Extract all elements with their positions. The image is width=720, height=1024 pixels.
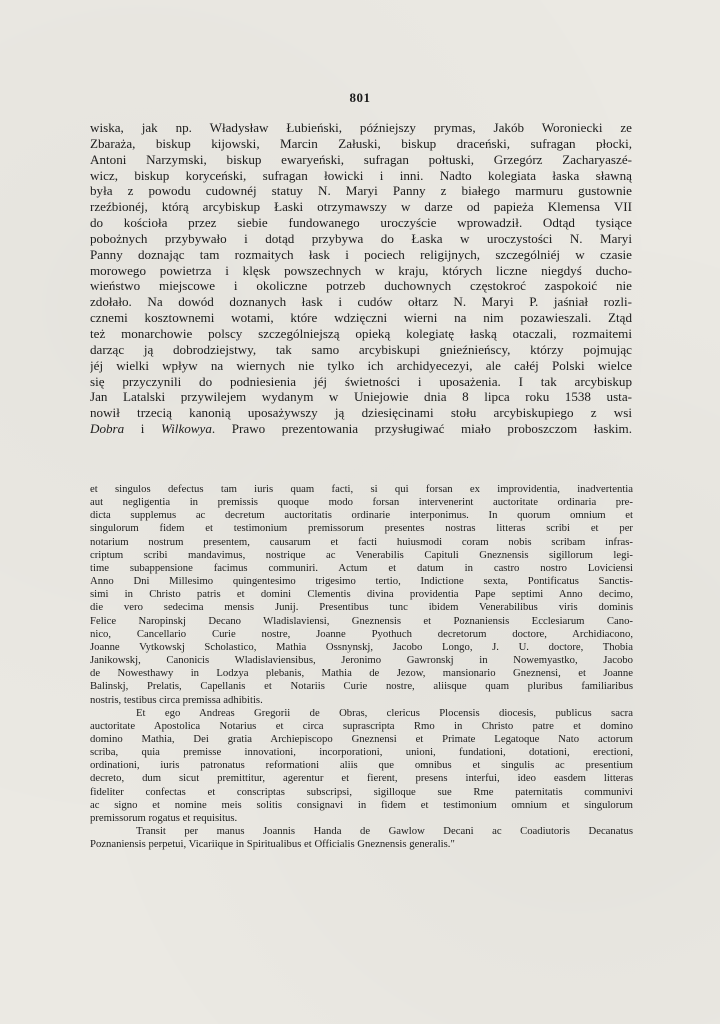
text-line: zdołało. Na dowód doznanych łask i cudów ołtarz N. Maryi P. jaśniał rozli-	[90, 294, 632, 310]
main-polish-text	[90, 120, 632, 437]
latin-line: scriba, quia premisse innovationi, incorporationi, unioni, fundationi, dotationi, erectioni,	[90, 746, 633, 759]
place-name-wilkowya: Wilkowya	[160, 421, 212, 437]
latin-line: die vero sedecima mensis Junij. Presentibus tunc ibidem Venerabilibus viris dominis	[90, 601, 633, 614]
latin-line: dicta supplemus ac decretum auctoritatis ordinarie interponimus. In quorum omnium et	[90, 509, 633, 522]
text-line: też monarchowie polscy szczególniejszą opieką kolegiatę łaską otaczali, rozmaitemi	[90, 325, 632, 341]
latin-line: domino Mathia, Dei gratia Archiepiscopo Gneznensi et Primate Legatoque Nato actorum	[90, 732, 633, 745]
text-line: wiska, jak np. Władysław Łubieński, późniejszy prymas, Jakób Woroniecki ze	[90, 120, 632, 135]
text-line: cznemi kosztownemi wotami, które wdzięczni wierni na nim pozawieszali. Ztąd	[90, 310, 632, 326]
latin-line: auctoritate Apostolica Notarius et circa suprascripta Rmo in Christo patre et domino	[90, 719, 633, 732]
text-line: Jan Latalski przywilejem wydanym w Uniejowie dnia 8 lipca roku 1538 usta-	[90, 389, 632, 405]
text-line: wicz, biskup koryceński, sufragan łowicki i inni. Nadto kolegiata łaska sławną	[90, 167, 632, 183]
text-line: wieństwo miejscowe i okoliczne potrzeb duchownych częstokroć zaspokoić nie	[90, 278, 632, 294]
latin-line: fideliter confectas et conscriptas subscripsi, sigilloque sue Rme paternitatis communivi	[90, 785, 633, 798]
text-line: morowego powietrza i klęsk powszechnych w kraju, których liczne niegdyś ducho-	[90, 262, 632, 278]
latin-line: Balinskj, Prelatis, Capellanis et Notariis Curie nostre, aliisque quam pluribus familiaribus	[90, 680, 633, 693]
text-line: darząc ją dobrodziejstwy, tak samo arcybiskupi gnieźnieńscy, którzy pojmując	[90, 341, 632, 357]
latin-line: ordinationi, iuris patronatus reformationi aliis que omnibus et singulis ac presentium	[90, 759, 633, 772]
latin-line: notarium nostrum presentem, causarum et facti huiusmodi coram nobis scribam infras-	[90, 535, 633, 548]
conjunction: i	[124, 421, 161, 437]
sentence-rest: . Prawo prezentowania przysługiwać miało proboszczom łaskim.	[211, 421, 632, 437]
latin-line: Et ego Andreas Gregorii de Obras, clericus Plocensis diocesis, publicus sacra	[136, 706, 633, 719]
latin-line: aut negligentia in premissis quoque modo forsan intervenerint auctoritate ordinaria pre-	[90, 496, 633, 509]
latin-line: singulorum fidem et testimonium premissorum presentes nostras litteras scribi et per	[90, 522, 633, 535]
latin-quotation	[90, 483, 633, 851]
text-line: się przyczynili do podniesienia jéj świetności i uposażenia. I tak arcybiskup	[90, 373, 632, 389]
text-line: do kościoła przez siebie fundowanego uroczyście wprowadził. Odtąd tysiące	[90, 215, 632, 231]
text-line: Zbaraża, biskup kijowski, Marcin Załuski, biskup draceński, sufragan płocki,	[90, 135, 632, 151]
latin-line: Transit per manus Joannis Handa de Gawlow Decani ac Coadiutoris Decanatus	[136, 825, 633, 838]
text-line: Panny doznając tam rozmaitych łask i pociech religijnych, szczególniéj w czasie	[90, 246, 632, 262]
place-name-dobra: Dobra	[90, 421, 125, 437]
latin-line: premissorum rogatus et requisitus.	[90, 811, 238, 824]
latin-line: Poznaniensis perpetui, Vicariique in Spiritualibus et Officialis Gneznensis generalis."	[90, 838, 455, 851]
latin-line: criptum scribi mandavimus, nostrique ac Venerabilis Capituli Gneznensis sigillorum legi-	[90, 548, 633, 561]
latin-line: time subappensione facimus communiri. Actum et datum in castro nostro Loviciensi	[90, 561, 633, 574]
text-line: pobożnych przybywało i dotąd przybywa do Łaska w uroczystości N. Maryi	[90, 230, 632, 246]
latin-line: Felice Naropinskj Decano Wladislaviensi, Gneznensis et Poznaniensis Ecclesiarum Cano-	[90, 614, 633, 627]
latin-line: decreto, dum sicut premittitur, agerentur et fierent, presens interfui, ideo easdem litteras	[90, 772, 633, 785]
text-line-last	[90, 421, 632, 437]
latin-line: ac signo et nomine meis solitis consignavi in fidem et testimonium omnium et singulorum	[90, 798, 633, 811]
text-line: nowił trzecią kanonią uposażywszy ją dziesięcinami stołu arcybiskupiego z wsi	[90, 405, 632, 421]
latin-line: de Nowesthawy in Lodzya plebanis, Mathia de Jezow, mansionario Gneznensi, et Joanne	[90, 667, 633, 680]
latin-line: et singulos defectus tam iuris quam facti, si qui forsan ex improvidentia, inadvertentia	[90, 483, 633, 495]
text-line: jéj wielki wpływ na wiernych nie tylko ich archidyecezyi, ale całéj Polski wielce	[90, 357, 632, 373]
latin-line: nico, Cancellario Curie nostre, Joanne Pyothuch decretorum doctore, Archidiacono,	[90, 627, 633, 640]
text-line: rzeźbionéj, którą arcybiskup Łaski otrzymawszy w darze od papieża Klemensa VII	[90, 199, 632, 215]
latin-line: simi in Christo patris et domini Clementis divina providentia Pape septimi Anno decimo,	[90, 588, 633, 601]
text-line: Antoni Narzymski, biskup ewaryeński, sufragan połtuski, Grzegórz Zacharyaszé-	[90, 151, 632, 167]
latin-line: nostris, testibus circa premissa adhibitis.	[90, 693, 263, 706]
latin-line: Anno Dni Millesimo quingentesimo trigesimo tertio, Indictione sexta, Pontificatus Sanctis-	[90, 575, 633, 588]
page-number: 801	[349, 90, 371, 105]
text-line: była z powodu cudownéj statuy N. Maryi Panny z białego marmuru gustownie	[90, 183, 632, 199]
latin-line: Janikowskj, Canonicis Wladislaviensibus, Jeronimo Gawronskj in Nowemyastko, Jacobo	[90, 654, 633, 667]
latin-line: Joanne Vytkowskj Scholastico, Mathia Ossnynskj, Jacobo Longo, J. U. doctore, Thobia	[90, 640, 633, 653]
